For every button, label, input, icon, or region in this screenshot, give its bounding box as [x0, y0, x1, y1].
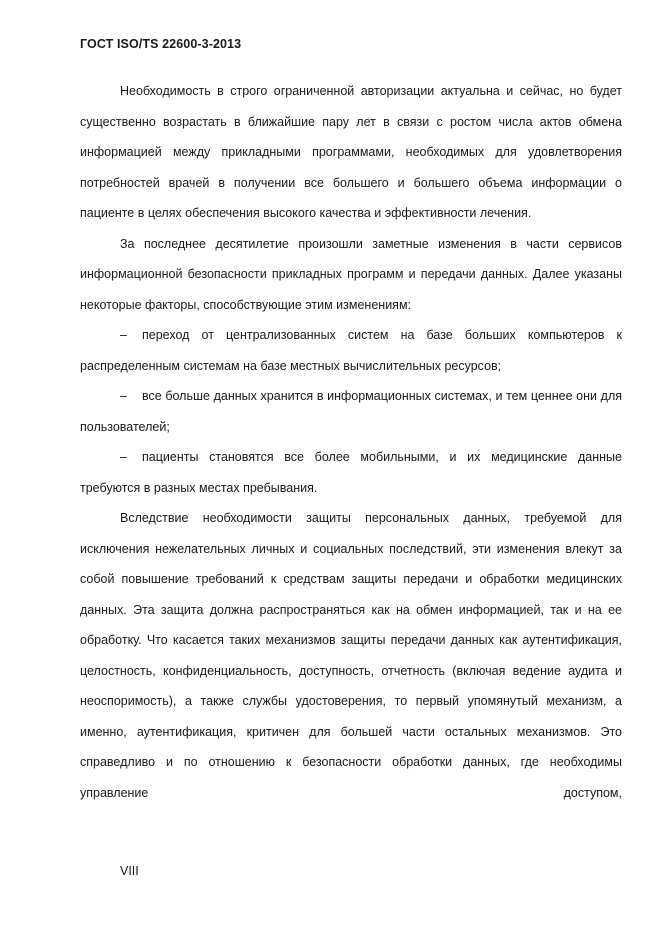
list-item-text: все больше данных хранится в информационных системах, и тем ценнее они для пользователей; — [80, 389, 622, 434]
paragraph-data-protection: Вследствие необходимости защиты персональных данных, требуемой для исключения нежелательных личных и социальных последствий, эти изменения влекут за собой повышение требований к средствам защиты передачи и обработки медицинских данных. Эта защита должна распространяться как на обмен информацией, так и на ее обработку. Что касается таких механизмов защиты передачи данных как аутентификация, целостность, конфиденциальность, доступность, отчетность (включая ведение аудита и неоспоримость), а также службы удостоверения, то первый упомянутый механизм, а именно, аутентификация, критичен для большей части остальных механизмов. Это справедливо и по отношению к безопасности обработки данных, где необходимы управление доступом, — [80, 511, 622, 800]
document-body — [80, 76, 622, 808]
list-dash: – — [120, 389, 127, 403]
page-number: VIII — [120, 864, 139, 878]
list-item — [80, 381, 622, 442]
list-item-text: переход от централизованных систем на базе больших компьютеров к распределенным системам на базе местных вычислительных ресурсов; — [80, 328, 622, 373]
list-item-text: пациенты становятся все более мобильными, и их медицинские данные требуются в разных местах пребывания. — [80, 450, 622, 495]
list-dash: – — [120, 328, 127, 342]
list-item — [80, 442, 622, 503]
document-header: ГОСТ ISO/TS 22600-3-2013 — [80, 37, 242, 51]
paragraph-changes-intro: За последнее десятилетие произошли заметные изменения в части сервисов информационной безопасности прикладных программ и передачи данных. Далее указаны некоторые факторы, способствующие этим изменениям: — [80, 236, 622, 312]
list-dash: – — [120, 450, 127, 464]
list-item — [80, 320, 622, 381]
paragraph-authorization: Необходимость в строго ограниченной авторизации актуальна и сейчас, но будет существенно возрастать в ближайшие пару лет в связи с ростом числа актов обмена информацией между прикладными программами, необходимых для удовлетворения потребностей врачей в получении все большего и большего объема информации о пациенте в целях обеспечения высокого качества и эффективности лечения. — [80, 84, 622, 220]
